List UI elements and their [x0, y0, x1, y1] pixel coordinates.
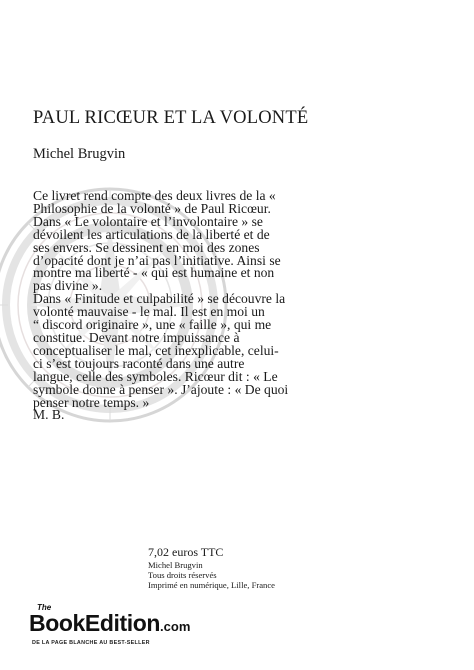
logo-slogan: DE LA PAGE BLANCHE AU BEST-SELLER — [32, 640, 150, 646]
imprint-author: Michel Brugvin — [148, 560, 203, 570]
blurb-line: pas divine ». — [33, 278, 103, 294]
blurb-line: symbole donne à penser ». J’ajoute : « De quoi — [33, 381, 289, 397]
publisher-logo — [24, 601, 214, 656]
logo-brand — [29, 610, 190, 637]
book-title: PAUL RICŒUR ET LA VOLONTÉ — [33, 108, 309, 128]
logo-suffix: .com — [160, 619, 191, 634]
blurb — [33, 190, 351, 422]
blurb-line: volonté mauvaise - le mal. Il est en moi un — [33, 304, 265, 320]
blurb-line: Philosophie de la volonté » de Paul Ricœur. — [33, 200, 271, 216]
blurb-line: ses envers. Se dessinent en moi des zones — [33, 239, 260, 255]
book-author: Michel Brugvin — [33, 146, 126, 162]
blurb-line: Ce livret rend compte des deux livres de la « — [33, 188, 276, 203]
imprint-printed: Imprimé en numérique, Lille, France — [148, 580, 275, 590]
blurb-line: langue, celle des symboles. Ricœur dit : « Le — [33, 368, 278, 384]
imprint-info — [148, 560, 275, 590]
blurb-line: conceptualiser le mal, cet inexplicable, celui- — [33, 342, 279, 358]
blurb-line: d’opacité dont je n’ai pas l’initiative. Ainsi se — [33, 252, 281, 268]
price: 7,02 euros TTC — [148, 545, 224, 559]
logo-name: BookEdition — [29, 610, 161, 636]
blurb-line: Dans « Finitude et culpabilité » se découvre la — [33, 291, 286, 307]
blurb-line: ci s’est toujours raconté dans une autre — [33, 355, 245, 371]
blurb-line: dévoilent les articulations de la liberté et de — [33, 226, 270, 242]
blurb-line: penser notre temps. » — [33, 394, 150, 410]
blurb-line: “ discord originaire », une « faille », qui me — [33, 317, 272, 333]
blurb-signature: M. B. — [33, 407, 65, 423]
blurb-line: montre ma liberté - « qui est humaine et non — [33, 265, 275, 281]
logo-the: The — [37, 603, 52, 612]
imprint-rights: Tous droits réservés — [148, 570, 217, 580]
blurb-line: Dans « Le volontaire et l’involontaire » se — [33, 213, 263, 229]
blurb-line: constitue. Devant notre impuissance à — [33, 329, 240, 345]
